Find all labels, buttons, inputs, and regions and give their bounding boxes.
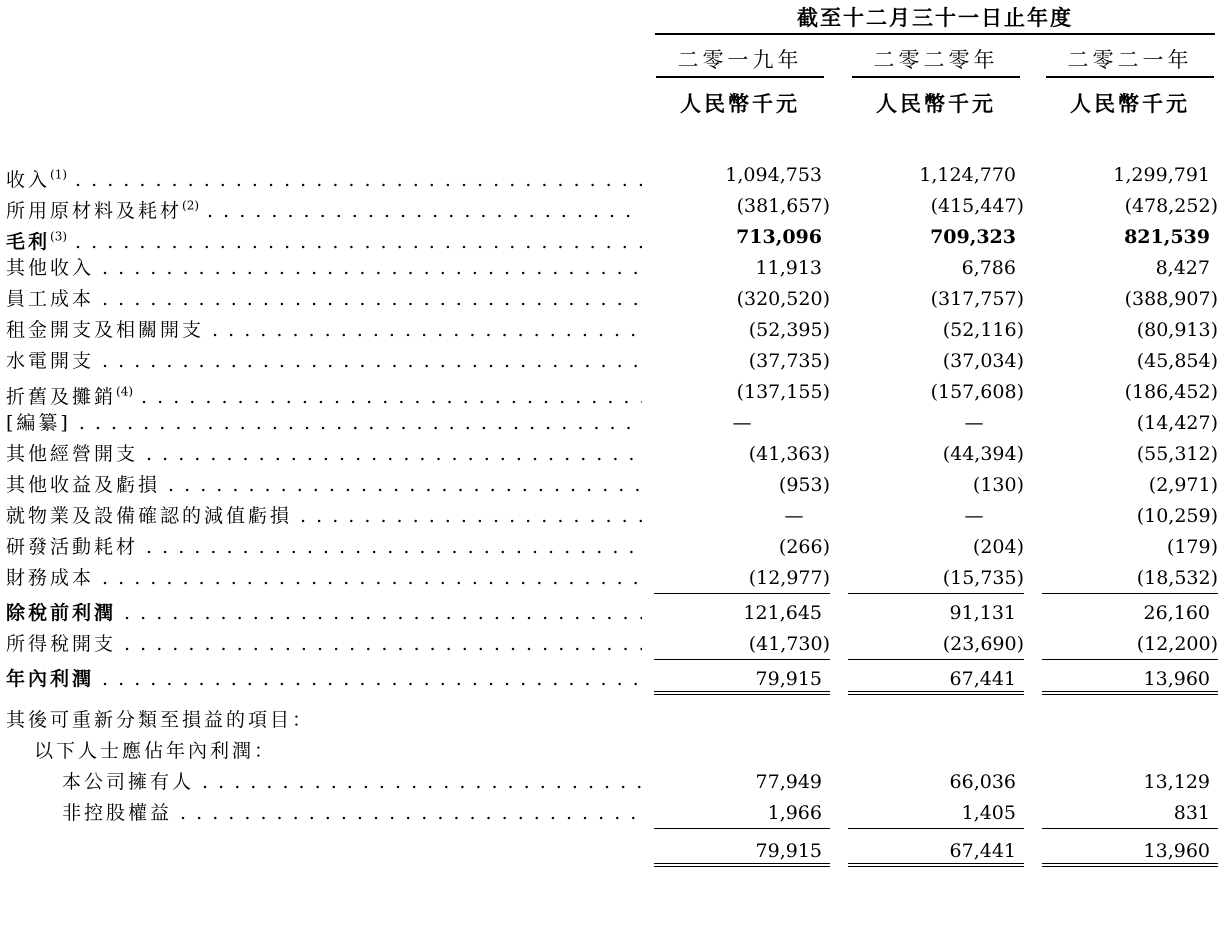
row-profit-for-year [0, 664, 1224, 696]
value-2019: 77,949 [755, 771, 822, 793]
row-revenue [0, 160, 1224, 192]
value-2021: (10,259) [1136, 505, 1218, 527]
row-attributable-heading [0, 736, 1224, 768]
row-impairment [0, 501, 1224, 533]
value-2019: (137,155) [736, 381, 830, 403]
row-staff-costs [0, 284, 1224, 316]
row-total-attributable [0, 836, 1224, 868]
value-2021: 831 [1042, 798, 1218, 829]
value-2019: (320,520) [736, 288, 830, 310]
value-2021: (55,312) [1136, 443, 1218, 465]
row-label: 折舊及攤銷$^{(4)}$ . . . [6, 377, 642, 409]
row-label: 租金開支及相關開支 . . . [6, 315, 642, 347]
value-2020: (44,394) [942, 443, 1024, 465]
value-2021: 821,539 [1124, 226, 1210, 248]
year-header-2019: 二零一九年 [656, 44, 824, 78]
value-2021: (2,971) [1148, 474, 1218, 496]
row-other-income [0, 253, 1224, 285]
value-2021: (388,907) [1124, 288, 1218, 310]
row-rental-expenses [0, 315, 1224, 347]
value-2020: (157,608) [930, 381, 1024, 403]
value-2021: 13,960 [1042, 664, 1218, 695]
row-owners-of-company [0, 767, 1224, 799]
footnote-marker: (4) [116, 385, 134, 399]
row-label: 收入$^{(1)}$ . . . [6, 160, 642, 192]
value-2019: 11,913 [755, 257, 822, 279]
footnote-marker: (2) [182, 199, 200, 213]
row-other-gains-losses [0, 470, 1224, 502]
row-profit-before-tax [0, 598, 1224, 630]
value-2020: (52,116) [942, 319, 1024, 341]
value-2019: — [784, 505, 804, 527]
value-2020: 709,323 [930, 226, 1016, 248]
row-rnd-consumables [0, 532, 1224, 564]
value-2021: (18,532) [1042, 563, 1218, 594]
value-2020: 1,124,770 [919, 164, 1016, 186]
value-2020: (130) [972, 474, 1024, 496]
period-header: 截至十二月三十一日止年度 [797, 5, 1073, 30]
row-label: [編纂] . . . [6, 408, 642, 440]
unit-header-2021: 人民幣千元 [1070, 91, 1190, 116]
value-2020: 67,441 [848, 836, 1024, 867]
value-2019: (12,977) [654, 563, 830, 594]
value-2019: — [732, 412, 752, 434]
value-2021: 1,299,791 [1113, 164, 1210, 186]
value-2021: (80,913) [1136, 319, 1218, 341]
row-label: 其他收入 . . . [6, 253, 642, 285]
row-non-controlling-interests [0, 798, 1224, 830]
row-label: 年內利潤 . . . [6, 664, 642, 696]
value-2020: 67,441 [848, 664, 1024, 695]
row-gross-profit [0, 222, 1224, 254]
value-2019: (37,735) [748, 350, 830, 372]
value-2020: (15,735) [848, 563, 1024, 594]
value-2021: (179) [1166, 536, 1218, 558]
row-label: 所用原材料及耗材$^{(2)}$ . . . [6, 191, 642, 223]
value-2021: (478,252) [1124, 195, 1218, 217]
row-redacted [0, 408, 1224, 440]
value-2019: (953) [778, 474, 830, 496]
row-depreciation [0, 377, 1224, 409]
value-2019: 79,915 [654, 664, 830, 695]
value-2020: 1,405 [848, 798, 1024, 829]
value-2019: 713,096 [736, 226, 822, 248]
row-reclassifiable-heading [0, 705, 1224, 737]
value-2019: (381,657) [736, 195, 830, 217]
value-2020: 91,131 [949, 602, 1016, 624]
row-label: 非控股權益 . . . [62, 798, 642, 830]
value-2020: (317,757) [930, 288, 1024, 310]
value-2021: 8,427 [1155, 257, 1210, 279]
value-2020: — [964, 412, 984, 434]
value-2020: — [964, 505, 984, 527]
unit-header-2020: 人民幣千元 [876, 91, 996, 116]
year-header-2020: 二零二零年 [852, 44, 1020, 78]
value-2020: (204) [972, 536, 1024, 558]
row-label: 其他經營開支 . . . [6, 439, 642, 471]
value-2019: 1,094,753 [725, 164, 822, 186]
value-2019: (41,730) [654, 629, 830, 660]
row-other-operating-expenses [0, 439, 1224, 471]
row-label: 其他收益及虧損 . . . [6, 470, 642, 502]
row-label: 除稅前利潤 . . . [6, 598, 642, 630]
unit-header-2019: 人民幣千元 [680, 91, 800, 116]
row-label: 所得稅開支 . . . [6, 629, 642, 661]
value-2019: (266) [778, 536, 830, 558]
value-2019: 1,966 [654, 798, 830, 829]
value-2020: (37,034) [942, 350, 1024, 372]
year-header-2021: 二零二一年 [1046, 44, 1214, 78]
value-2020: (415,447) [930, 195, 1024, 217]
row-label: 本公司擁有人 . . . [62, 767, 642, 799]
value-2021: (45,854) [1136, 350, 1218, 372]
row-label: 毛利$^{(3)}$ . . . [6, 222, 642, 254]
value-2021: (14,427) [1136, 412, 1218, 434]
value-2019: (41,363) [748, 443, 830, 465]
value-2021: 13,129 [1143, 771, 1210, 793]
row-label: 就物業及設備確認的減值虧損 . . . [6, 501, 642, 533]
row-label: 以下人士應佔年內利潤： [34, 736, 642, 768]
value-2021: 13,960 [1042, 836, 1218, 867]
value-2019: 121,645 [743, 602, 822, 624]
value-2020: 6,786 [961, 257, 1016, 279]
row-utilities [0, 346, 1224, 378]
value-2021: (12,200) [1042, 629, 1218, 660]
value-2021: (186,452) [1124, 381, 1218, 403]
value-2021: 26,160 [1143, 602, 1210, 624]
row-label: 財務成本 . . . [6, 563, 642, 595]
value-2020: 66,036 [949, 771, 1016, 793]
row-finance-costs [0, 563, 1224, 595]
row-income-tax [0, 629, 1224, 661]
row-label: 水電開支 . . . [6, 346, 642, 378]
row-label: 員工成本 . . . [6, 284, 642, 316]
period-rule [655, 33, 1215, 35]
footnote-marker: (1) [50, 168, 68, 182]
row-label: 研發活動耗材 . . . [6, 532, 642, 564]
row-label: 其後可重新分類至損益的項目： [6, 705, 642, 737]
value-2019: (52,395) [748, 319, 830, 341]
footnote-marker: (3) [50, 230, 68, 244]
row-raw-materials [0, 191, 1224, 223]
value-2020: (23,690) [848, 629, 1024, 660]
value-2019: 79,915 [654, 836, 830, 867]
